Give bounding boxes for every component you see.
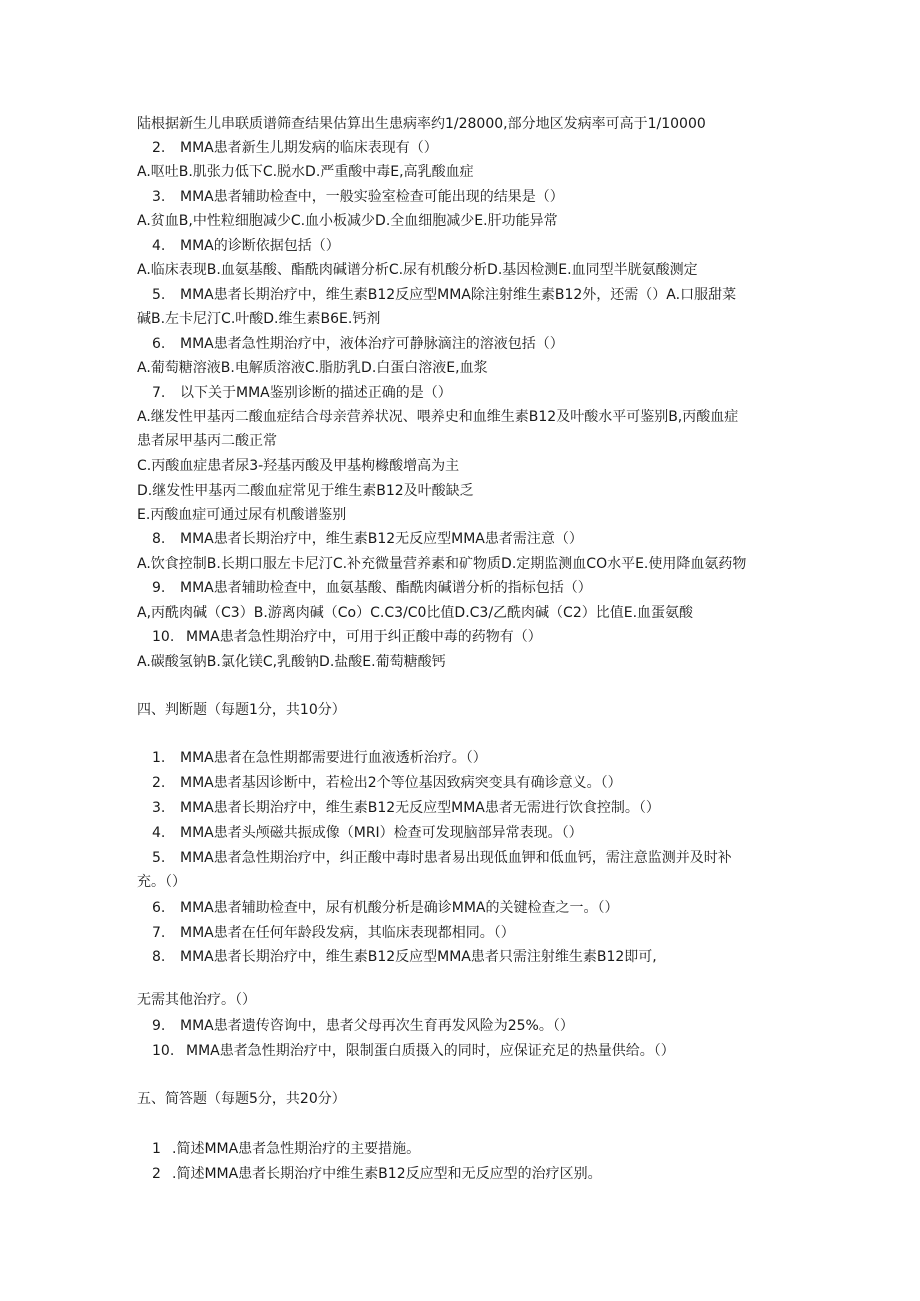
question-10-options: A.碳酸氢钠B.氯化镁C,乳酸钠D.盐酸E.葡萄糖酸钙: [137, 654, 446, 670]
question-5-continued: 碱B.左卡尼汀C.叶酸D.维生素B6E.钙剂: [137, 311, 381, 327]
question-number: 3.: [152, 189, 166, 205]
item-text: MMA患者遗传咨询中，患者父母再次生育再发风险为25%。（）: [180, 1018, 574, 1034]
question-3-options: A.贫血B,中性粒细胞减少C.血小板减少D.全血细胞减少E.肝功能异常: [137, 213, 558, 229]
question-7-option-line: E.丙酸血症可通过尿有机酸谱鉴别: [137, 507, 347, 523]
item-number: 4.: [152, 825, 166, 841]
short-answer-item: [152, 1165, 812, 1183]
section-4-title: 四、判断题（每题1分，共10分）: [137, 702, 346, 718]
item-number: 5.: [152, 850, 166, 866]
item-number: 7.: [152, 925, 166, 941]
item-text: MMA患者在急性期都需要进行血液透析治疗。（）: [180, 750, 487, 766]
judgment-item: [152, 1017, 812, 1035]
item-text: MMA患者在任何年龄段发病，其临床表现都相同。（）: [180, 925, 515, 941]
question-5: [152, 286, 812, 304]
question-3: [152, 188, 812, 206]
question-number: 5.: [152, 287, 166, 303]
item-text: .简述MMA患者急性期治疗的主要措施。: [172, 1141, 421, 1157]
judgment-item: [152, 948, 812, 966]
item-text: MMA患者长期治疗中，维生素B12反应型MMA患者只需注射维生素B12即可,: [180, 949, 657, 965]
question-text: MMA患者辅助检查中，一般实验室检查可能出现的结果是（）: [180, 189, 564, 205]
question-text: MMA患者长期治疗中，维生素B12反应型MMA除注射维生素B12外，还需（）A.口服甜菜: [180, 287, 737, 303]
intro-text: 陆根据新生儿串联质谱筛查结果估算出生患病率约1/28000,部分地区发病率可高于1/10000: [137, 116, 706, 132]
question-number: 6.: [152, 336, 166, 352]
short-answer-item: [152, 1140, 812, 1158]
item-number: 8.: [152, 949, 166, 965]
judgment-item: [152, 849, 812, 867]
section-5-title: 五、简答题（每题5分，共20分）: [137, 1091, 346, 1107]
question-7-option-line: 患者尿甲基丙二酸正常: [137, 433, 277, 449]
judgment-item-continued: 充。（）: [137, 874, 186, 890]
item-text: MMA患者长期治疗中，维生素B12无反应型MMA患者无需进行饮食控制。（）: [180, 800, 660, 816]
question-6-options: A.葡萄糖溶液B.电解质溶液C.脂肪乳D.白蛋白溶液E,血浆: [137, 360, 488, 376]
item-number: 3.: [152, 800, 166, 816]
question-text: MMA患者急性期治疗中，液体治疗可静脉滴注的溶液包括（）: [180, 336, 564, 352]
question-8: [152, 530, 812, 548]
question-4: [152, 237, 812, 255]
question-7-option-line: C.丙酸血症患者尿3-羟基丙酸及甲基枸橼酸增高为主: [137, 458, 460, 474]
item-text: MMA患者头颅磁共振成像（MRI）检查可发现脑部异常表现。（）: [180, 825, 583, 841]
question-6: [152, 335, 812, 353]
question-7: [152, 384, 812, 402]
judgment-item: [152, 774, 812, 792]
question-text: MMA患者新生儿期发病的临床表现有（）: [180, 140, 438, 156]
question-7-option-line: D.继发性甲基丙二酸血症常见于维生素B12及叶酸缺乏: [137, 483, 474, 499]
question-number: 4.: [152, 238, 166, 254]
judgment-item: [152, 799, 812, 817]
question-number: 2.: [152, 140, 166, 156]
question-text: MMA的诊断依据包括（）: [180, 238, 340, 254]
judgment-item: [152, 899, 812, 917]
question-text: MMA患者长期治疗中，维生素B12无反应型MMA患者需注意（）: [180, 531, 583, 547]
item-number: 2: [152, 1166, 161, 1182]
question-8-options: A.饮食控制B.长期口服左卡尼汀C.补充微量营养素和矿物质D.定期监测血CO水平E.使用降血氨药物: [137, 556, 747, 572]
item-text: .简述MMA患者长期治疗中维生素B12反应型和无反应型的治疗区别。: [172, 1166, 602, 1182]
question-10: [152, 628, 812, 646]
item-text: MMA患者辅助检查中，尿有机酸分析是确诊MMA的关键检查之一。（）: [180, 900, 619, 916]
judgment-item: [152, 1042, 812, 1060]
question-2-options: A.呕吐B.肌张力低下C.脱水D.严重酸中毒E,高乳酸血症: [137, 164, 474, 180]
question-number: 10.: [152, 629, 175, 645]
question-number: 8.: [152, 531, 166, 547]
question-9: [152, 579, 812, 597]
item-number: 10.: [152, 1043, 175, 1059]
question-number: 7.: [152, 385, 166, 401]
judgment-item: [152, 824, 812, 842]
question-2: [152, 139, 812, 157]
question-text: MMA患者急性期治疗中，可用于纠正酸中毒的药物有（）: [186, 629, 542, 645]
question-4-options: A.临床表现B.血氨基酸、酯酰肉碱谱分析C.尿有机酸分析D.基因检测E.血同型半胱氨酸测定: [137, 262, 698, 278]
item-number: 2.: [152, 775, 166, 791]
question-7-option-line: A.继发性甲基丙二酸血症结合母亲营养状况、喂养史和血维生素B12及叶酸水平可鉴别B,丙酸血症: [137, 409, 739, 425]
judgment-item: [152, 749, 812, 767]
item-text: MMA患者基因诊断中，若检出2个等位基因致病突变具有确诊意义。（）: [180, 775, 622, 791]
question-number: 9.: [152, 580, 166, 596]
item-number: 9.: [152, 1018, 166, 1034]
item-number: 6.: [152, 900, 166, 916]
judgment-item-continued: 无需其他治疗。（）: [137, 992, 256, 1008]
judgment-item: [152, 924, 812, 942]
item-number: 1: [152, 1141, 161, 1157]
item-number: 1.: [152, 750, 166, 766]
question-9-options: A,丙酰肉碱（C3）B.游离肉碱（Co）C.C3/C0比值D.C3/乙酰肉碱（C2）比值E.血蛋氨酸: [137, 605, 694, 621]
item-text: MMA患者急性期治疗中，纠正酸中毒时患者易出现低血钾和低血钙，需注意监测并及时补: [180, 850, 732, 866]
question-text: 以下关于MMA鉴别诊断的描述正确的是（）: [180, 385, 452, 401]
item-text: MMA患者急性期治疗中，限制蛋白质摄入的同时，应保证充足的热量供给。（）: [186, 1043, 675, 1059]
question-text: MMA患者辅助检查中，血氨基酸、酯酰肉碱谱分析的指标包括（）: [180, 580, 592, 596]
